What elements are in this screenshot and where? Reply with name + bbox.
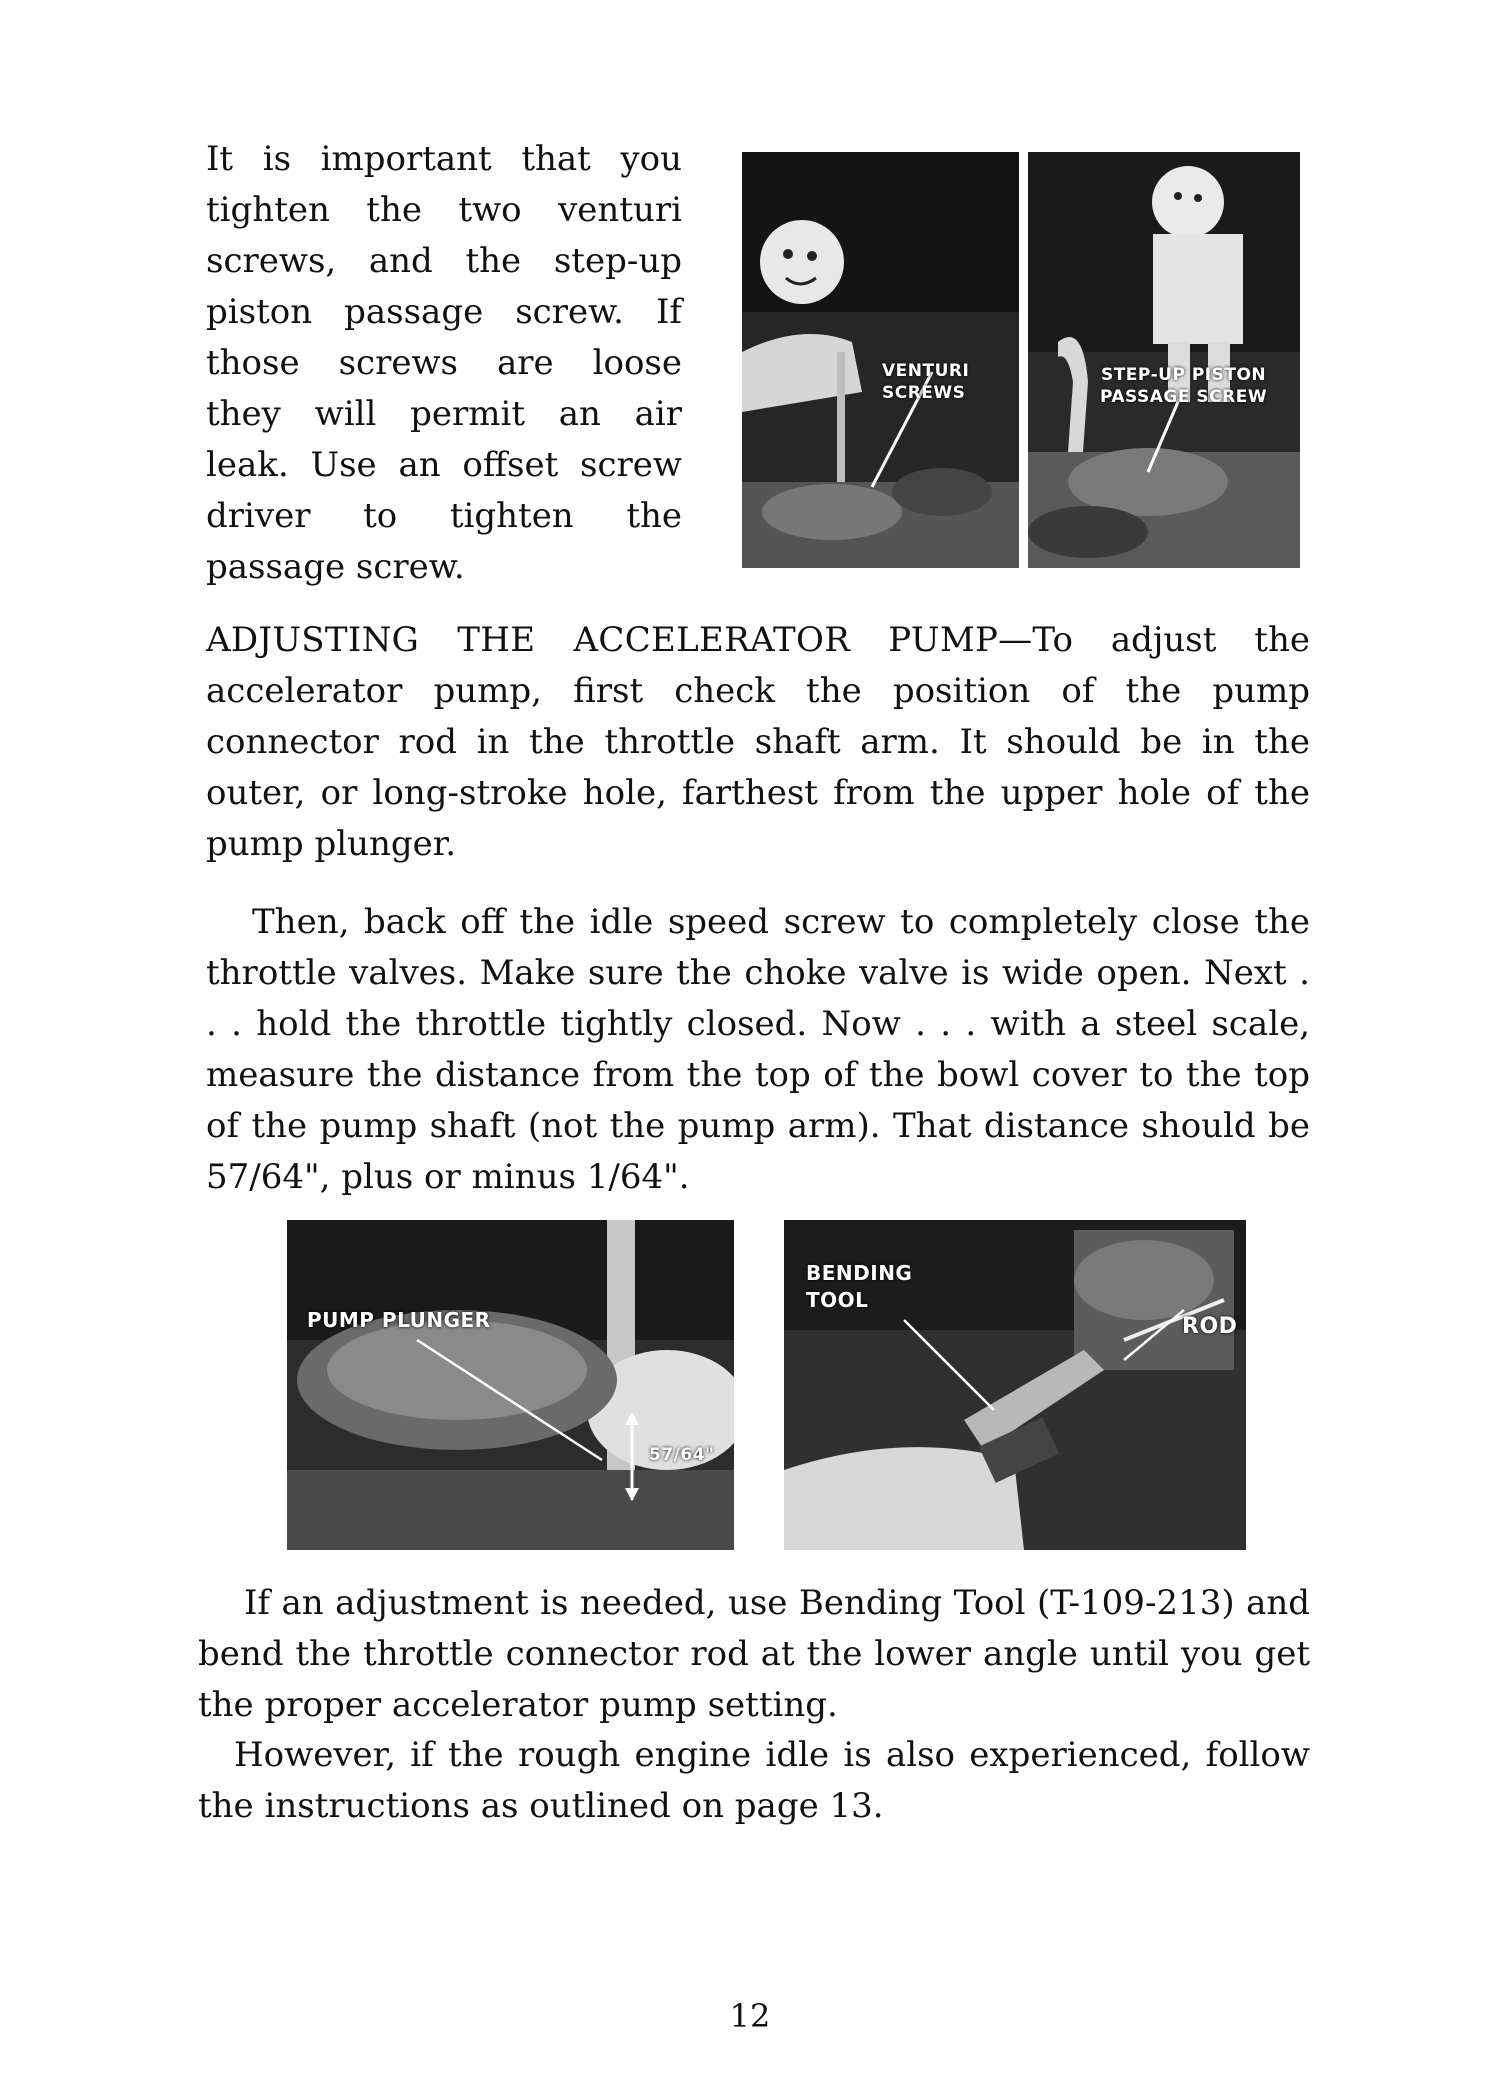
accelerator-pump-paragraph [206,615,1310,870]
step-up-piston-label: STEP-UP PISTON PASSAGE SCREW [1100,365,1268,407]
measurement-text: Then, back off the idle speed screw to completely close the throttle valves. Make sure the choke valve is wide open. Next . . . hold the throttle tightly closed. Now . . . with a steel scale, measure the distance from the top of the bowl cover to the top of the pump shaft (not the pump arm). That distance should be [206,902,1310,1146]
venturi-screws-label: VENTURI SCREWS [882,361,970,403]
measurement-value: 57/64" [206,1157,320,1197]
measurement-paragraph [206,897,1310,1203]
adjustment-paragraph: If an adjustment is needed, use Bending Tool (T-109-213) and bend the throttle connector rod at the lower angle until you get the proper accelerator pump setting. [198,1583,1310,1725]
pump-plunger-label: PUMP PLUNGER [307,1308,491,1332]
section-heading: ADJUSTING THE ACCELERATOR PUMP— [206,620,1033,660]
accelerator-pump-text: To adjust the accelerator pump, first check the position of the pump connector rod in the throttle shaft arm. It should be in the outer, or long-stroke hole, farthest from the upper hole of the pump plunger. [206,620,1310,864]
measurement-tolerance: 1/64" [586,1157,679,1197]
bending-tool-photo [784,1220,1246,1550]
venturi-screws-photo [742,152,1019,568]
step-up-piston-photo [1028,152,1300,568]
rod-label: ROD [1182,1314,1238,1339]
page-number: 12 [729,1997,771,2035]
pump-plunger-photo [287,1220,734,1550]
measurement-end: . [678,1157,690,1197]
rough-idle-paragraph: However, if the rough engine idle is also experienced, follow the instructions as outlined on page 13. [198,1735,1310,1826]
measurement-middle: , plus or minus [319,1157,587,1197]
intro-paragraph: It is important that you tighten the two venturi screws, and the step-up piston passage screw. If those screws are loose they will permit an air leak. Use an offset screw driver to tighten the passage screw. [206,139,682,587]
plunger-measure-label: 57/64" [649,1445,715,1465]
bending-tool-label: BENDING TOOL [806,1261,913,1312]
